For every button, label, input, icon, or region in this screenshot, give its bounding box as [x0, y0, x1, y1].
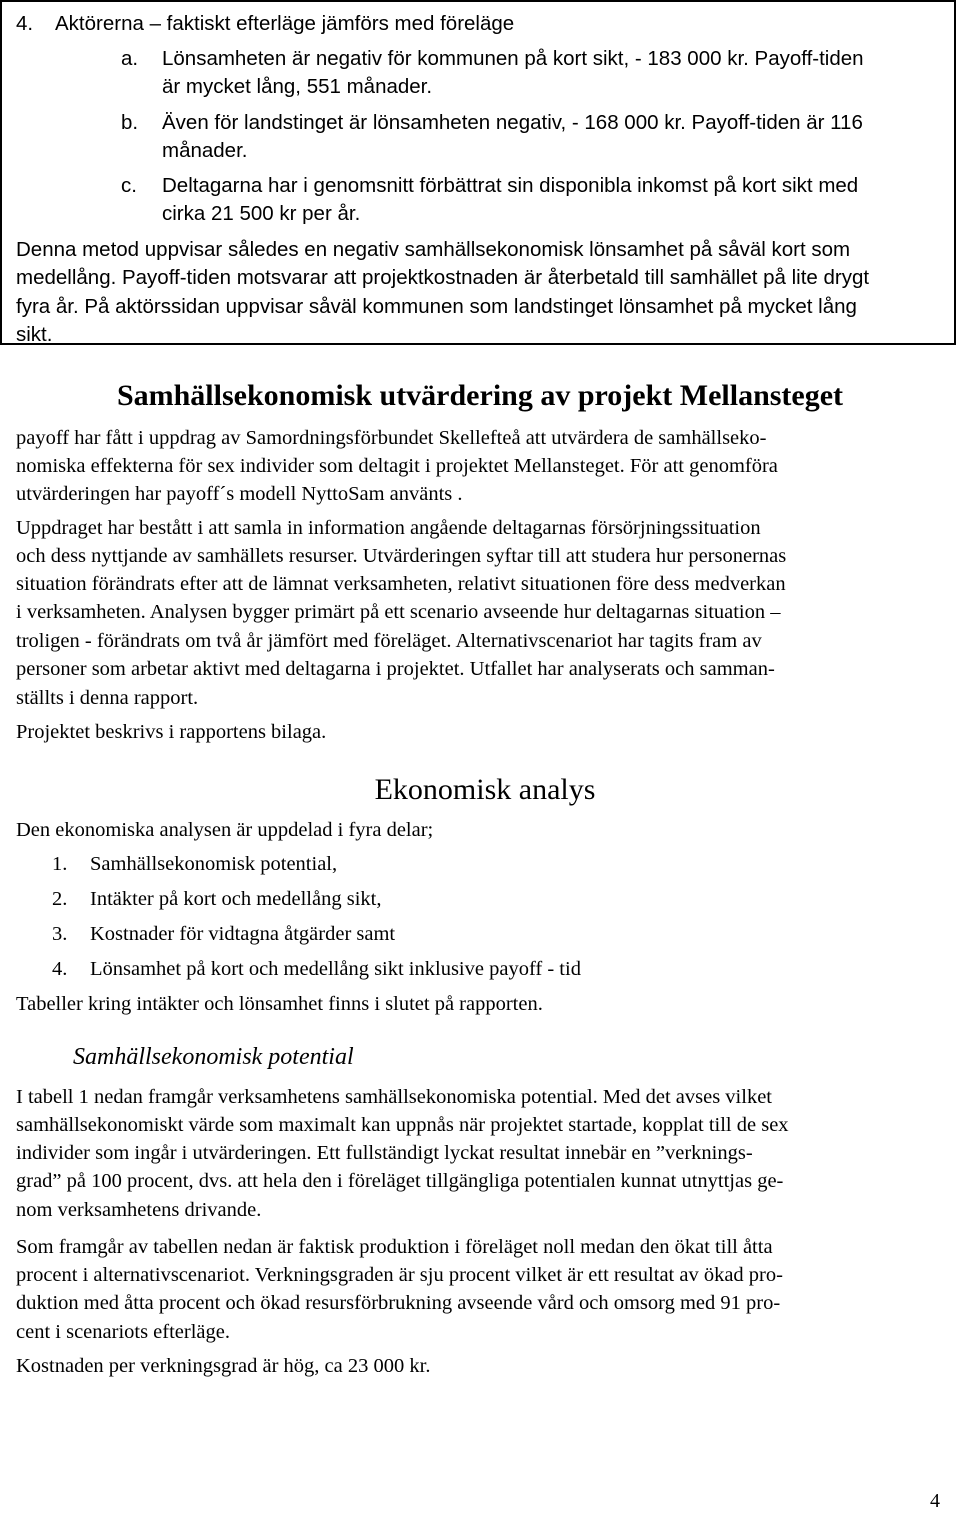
section-title-economic-analysis: Ekonomisk analys [374, 773, 596, 806]
sub-c-line-2: cirka 21 500 kr per år. [162, 202, 361, 225]
s3-p1-line-5: nom verksamhetens drivande. [16, 1199, 262, 1221]
list-item-1-number: 1. [52, 853, 68, 875]
sub-a-line-1: Lönsamheten är negativ för kommunen på kort sikt, - 183 000 kr. Payoff-tiden [162, 47, 864, 70]
summary-line-1: Denna metod uppvisar således en negativ samhällsekonomisk lönsamhet på såväl kort som [16, 238, 851, 261]
section-title-potential: Samhällsekonomisk potential [73, 1044, 354, 1070]
section-title-evaluation: Samhällsekonomisk utvärdering av projekt Mellansteget [116, 379, 844, 412]
sub-b-line-1: Även för landstinget är lönsamheten negativ, - 168 000 kr. Payoff-tiden är 116 [162, 111, 863, 134]
s3-p3: Kostnaden per verkningsgrad är hög, ca 23 000 kr. [16, 1355, 431, 1377]
s1-p2-line-6: personer som arbetar aktivt med deltagarna i projektet. Utfallet har analyserats och samman- [16, 658, 775, 680]
sub-a-line-2: är mycket lång, 551 månader. [162, 75, 433, 98]
summary-line-2: medellång. Payoff-tiden motsvarar att projektkostnaden är återbetald till samhället på lite drygt [16, 266, 870, 289]
list-item-2-number: 2. [52, 888, 68, 910]
s2-intro: Den ekonomiska analysen är uppdelad i fyra delar; [16, 819, 434, 841]
s3-p2-line-2: procent i alternativscenariot. Verkningsgraden är sju procent vilket är ett resultat av ökad pro- [16, 1264, 783, 1286]
sub-c-line-1: Deltagarna har i genomsnitt förbättrat sin disponibla inkomst på kort sikt med [162, 174, 859, 197]
sub-a-marker: a. [121, 47, 139, 70]
s2-outro: Tabeller kring intäkter och lönsamhet finns i slutet på rapporten. [16, 993, 543, 1015]
sub-b-line-2: månader. [162, 139, 248, 162]
summary-line-4: sikt. [16, 323, 53, 346]
list-item-2-text: Intäkter på kort och medellång sikt, [90, 888, 382, 910]
list-item-1-text: Samhällsekonomisk potential, [90, 853, 338, 875]
s3-p1-line-2: samhällsekonomiskt värde som maximalt kan uppnås när projektet startade, kopplat till de sex [16, 1114, 789, 1136]
item-4-title: Aktörerna – faktiskt efterläge jämförs med föreläge [55, 12, 515, 35]
s3-p2-line-4: cent i scenariots efterläge. [16, 1321, 230, 1343]
list-item-3-text: Kostnader för vidtagna åtgärder samt [90, 923, 396, 945]
list-item-3-number: 3. [52, 923, 68, 945]
item-4-number: 4. [16, 12, 34, 35]
s1-p2-line-1: Uppdraget har bestått i att samla in information angående deltagarnas försörjningssituation [16, 517, 761, 539]
s3-p2-line-1: Som framgår av tabellen nedan är faktisk produktion i föreläget noll medan den ökat till åtta [16, 1236, 773, 1258]
s3-p1-line-4: grad” på 100 procent, dvs. att hela den i föreläget tillgängliga potentialen kunnat utnyttjas ge- [16, 1170, 784, 1192]
s1-p1-line-2: nomiska effekterna för sex individer som deltagit i projektet Mellansteget. För att genomföra [16, 455, 778, 477]
s3-p1-line-1: I tabell 1 nedan framgår verksamhetens samhällsekonomiska potential. Med det avses vilket [16, 1086, 772, 1108]
s3-p2-line-3: duktion med åtta procent och ökad resursförbrukning avseende vård och omsorg med 91 pro- [16, 1292, 781, 1314]
sub-c-marker: c. [121, 174, 137, 197]
s1-p2-line-7: ställts i denna rapport. [16, 687, 199, 709]
page-number: 4 [930, 1490, 940, 1512]
list-item-4-number: 4. [52, 958, 68, 980]
sub-b-marker: b. [121, 111, 139, 134]
s1-p3: Projektet beskrivs i rapportens bilaga. [16, 721, 327, 743]
list-item-4-text: Lönsamhet på kort och medellång sikt inklusive payoff - tid [90, 958, 581, 980]
s1-p2-line-2: och dess nyttjande av samhällets resurser. Utvärderingen syftar till att studera hur personernas [16, 545, 787, 567]
summary-line-3: fyra år. På aktörssidan uppvisar såväl kommunen som landstinget lönsamhet på mycket lång [16, 295, 857, 318]
s3-p1-line-3: individer som ingår i utvärderingen. Ett fullständigt lyckat resultat innebär en ”verknings- [16, 1142, 753, 1164]
s1-p2-line-3: situation förändrats efter att de lämnat verksamheten, relativt situationen före dess medverkan [16, 573, 786, 595]
s1-p2-line-5: troligen - förändrats om två år jämfört med föreläget. Alternativscenariot har tagits fram av [16, 630, 762, 652]
s1-p1-line-3: utvärderingen har payoff´s modell NyttoSam använts . [16, 483, 463, 505]
s1-p1-line-1: payoff har fått i uppdrag av Samordningsförbundet Skellefteå att utvärdera de samhällseko- [16, 427, 767, 449]
s1-p2-line-4: i verksamheten. Analysen bygger primärt på ett scenario avseende hur deltagarnas situation – [16, 601, 781, 623]
